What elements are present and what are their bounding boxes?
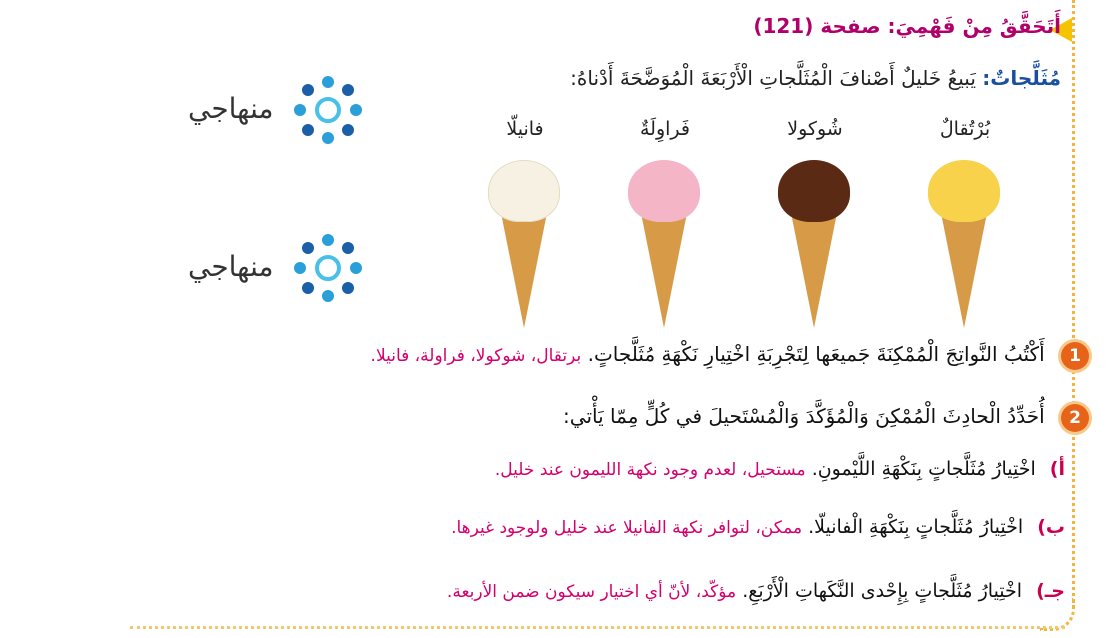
question-number-badge: 1 — [1061, 342, 1089, 370]
subpart-text: اخْتِيارُ مُثَلَّجاتٍ بِنَكْهَةِ اللَّيْمونِ. — [811, 458, 1036, 480]
scoop-vanilla — [488, 160, 560, 222]
flavor-label: شُوكولا — [787, 118, 843, 140]
frame-border-bottom — [130, 626, 1065, 629]
flavor-label: بُرْتُقالٌ — [939, 118, 991, 140]
ice-cream-cone-icon — [910, 152, 1020, 322]
ice-cream-cone-icon — [760, 152, 870, 322]
intro-paragraph — [441, 66, 1061, 90]
subpart-b — [245, 516, 1065, 538]
question-answer: برتقال، شوكولا، فراولة، فانيلا. — [370, 346, 582, 366]
flavor-vanilla — [470, 118, 580, 322]
logo-text: منهاجي — [188, 250, 274, 283]
flavor-label: فَراوِلَةٌ — [640, 118, 690, 140]
ice-cream-cone-icon — [470, 152, 580, 322]
logo-text: منهاجي — [188, 92, 274, 125]
frame-border-right — [1072, 0, 1075, 608]
minhaji-logo — [188, 228, 388, 308]
flavor-strawberry — [610, 118, 720, 322]
flavor-orange — [910, 118, 1020, 322]
subpart-text: اخْتِيارُ مُثَلَّجاتٍ بِنَكْهَةِ الْفانيلّا. — [808, 516, 1024, 538]
scoop-strawberry — [628, 160, 700, 222]
ice-cream-cone-icon — [610, 152, 720, 322]
people-circle-icon — [288, 70, 368, 150]
intro-text: يَبيعُ خَليلٌ أَصْنافَ الْمُثَلَّجاتِ الْأَرْبَعَةَ الْمُوَضَّحَةَ أَدْناهُ: — [570, 66, 976, 90]
question-text: أُحَدِّدُ الْحادِثَ الْمُمْكِنَ وَالْمُؤَكَّدَ وَالْمُسْتَحيلَ في كُلٍّ مِمّا يَأْتي: — [563, 404, 1045, 428]
intro-keyword: مُثَلَّجاتٌ: — [982, 66, 1061, 90]
question-1 — [229, 342, 1089, 370]
question-2 — [229, 404, 1089, 432]
flavor-chocolate — [760, 118, 870, 322]
question-number-badge: 2 — [1061, 404, 1089, 432]
people-circle-icon — [288, 228, 368, 308]
subpart-letter: ب) — [1037, 516, 1065, 538]
subpart-answer: مؤكّد، لأنّ أي اختيار سيكون ضمن الأربعة. — [446, 582, 737, 602]
flavor-label: فانيلّا — [506, 118, 544, 140]
question-text: أَكْتُبُ النَّواتِجَ الْمُمْكِنَةَ جَميعَها لِتَجْرِبَةِ اخْتِيارِ نَكْهَةِ مُثَلَّجاتٍ. — [587, 342, 1045, 366]
subpart-c — [245, 580, 1065, 602]
subpart-answer: مستحيل، لعدم وجود نكهة الليمون عند خليل. — [494, 460, 806, 480]
subpart-a — [245, 458, 1065, 480]
subpart-answer: ممكن، لتوافر نكهة الفانيلا عند خليل ولوجود غيرها. — [451, 518, 803, 538]
subpart-letter: جـ) — [1036, 580, 1065, 602]
subpart-text: اخْتِيارُ مُثَلَّجاتٍ بِإِحْدى النَّكَهاتِ الْأَرْبَعِ. — [742, 580, 1023, 602]
minhaji-logo — [188, 70, 388, 150]
flavor-gallery — [470, 118, 1030, 318]
scoop-chocolate — [778, 160, 850, 222]
scoop-orange — [928, 160, 1000, 222]
section-heading: أَتَحَقَّقُ مِنْ فَهْمِيَ: صفحة (121) — [753, 14, 1061, 38]
subpart-letter: أ) — [1049, 458, 1065, 480]
